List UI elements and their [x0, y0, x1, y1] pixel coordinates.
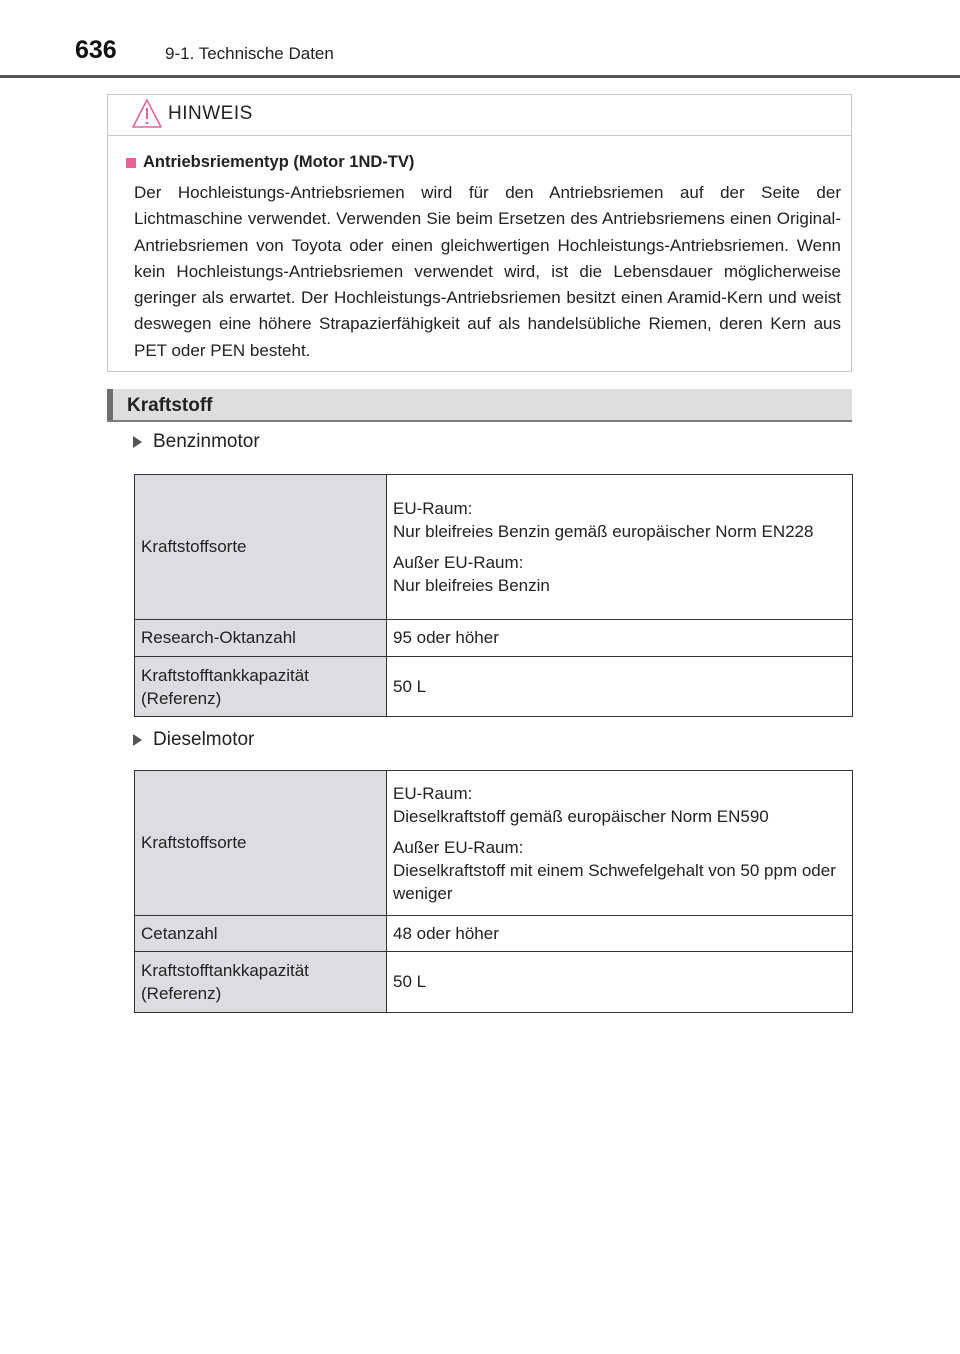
- value-paragraph: EU-Raum: Dieselkraftstoff gemäß europäischer Norm EN590: [393, 783, 769, 826]
- section-bar-accent: [107, 389, 113, 420]
- table-label: Research-Oktanzahl: [135, 620, 387, 657]
- table-row: [135, 916, 853, 952]
- table-value: 50 L: [387, 952, 853, 1013]
- table-value: 48 oder höher: [387, 916, 853, 952]
- chapter-title: 9-1. Technische Daten: [165, 44, 334, 63]
- table-label: Kraftstofftankkapazität (Referenz): [135, 657, 387, 717]
- header-rule: [0, 75, 960, 78]
- table-label: Kraftstoffsorte: [135, 475, 387, 620]
- right-triangle-bullet-icon: [133, 734, 142, 746]
- table-row: [135, 771, 853, 916]
- subhead-diesel: [133, 729, 254, 751]
- notice-text: Der Hochleistungs-Antriebsriemen wird für den Antriebsriemen auf der Seite der Lichtmaschine verwendet. Verwenden Sie beim Ersetzen des Antriebsriemens einen Original-Antriebsriemen von Toyota oder einen gleichwertigen Hochleistungs-Antriebsriemen. Wenn kein Hochleistungs-Antriebsriemen verwendet wird, ist die Lebensdauer möglicherweise geringer als erwartet. Der Hochleistungs-Antriebsriemen besitzt einen Aramid-Kern und weist deswegen eine höhere Strapazierfähigkeit auf als handelsübliche Riemen, deren Kern aus PET oder PEN besteht.: [134, 183, 841, 360]
- value-paragraph: Außer EU-Raum: Dieselkraftstoff mit einem Schwefelgehalt von 50 ppm oder weniger: [393, 837, 836, 903]
- table-row: [135, 657, 853, 717]
- section-title: Kraftstoff: [127, 395, 213, 416]
- right-triangle-bullet-icon: [133, 436, 142, 448]
- table-value: 95 oder höher: [387, 620, 853, 657]
- notice-box: [107, 94, 852, 372]
- subhead-petrol: [133, 431, 260, 453]
- notice-title: HINWEIS: [168, 103, 253, 124]
- value-paragraph: Außer EU-Raum: Nur bleifreies Benzin: [393, 553, 550, 595]
- table-label: Kraftstofftankkapazität (Referenz): [135, 952, 387, 1013]
- table-label: Kraftstoffsorte: [135, 771, 387, 916]
- page-number: 636: [75, 36, 117, 64]
- value-paragraph: EU-Raum: Nur bleifreies Benzin gemäß europäischer Norm EN228: [393, 499, 814, 541]
- notice-heading-text: Antriebsriementyp (Motor 1ND-TV): [143, 153, 415, 171]
- notice-header: [108, 95, 851, 136]
- subhead-petrol-text: Benzinmotor: [153, 431, 260, 452]
- diesel-spec-table: [134, 770, 853, 1013]
- petrol-spec-table: [134, 474, 853, 717]
- table-value: [387, 771, 853, 916]
- table-row: [135, 952, 853, 1013]
- notice-heading: [126, 153, 841, 172]
- subhead-diesel-text: Dieselmotor: [153, 729, 255, 750]
- table-row: [135, 620, 853, 657]
- warning-triangle-icon: [130, 97, 164, 136]
- table-row: [135, 475, 853, 620]
- table-value: 50 L: [387, 657, 853, 717]
- table-value: [387, 475, 853, 620]
- notice-body: [126, 153, 841, 364]
- table-label: Cetanzahl: [135, 916, 387, 952]
- square-bullet-icon: [126, 158, 136, 168]
- section-bar: [107, 389, 852, 422]
